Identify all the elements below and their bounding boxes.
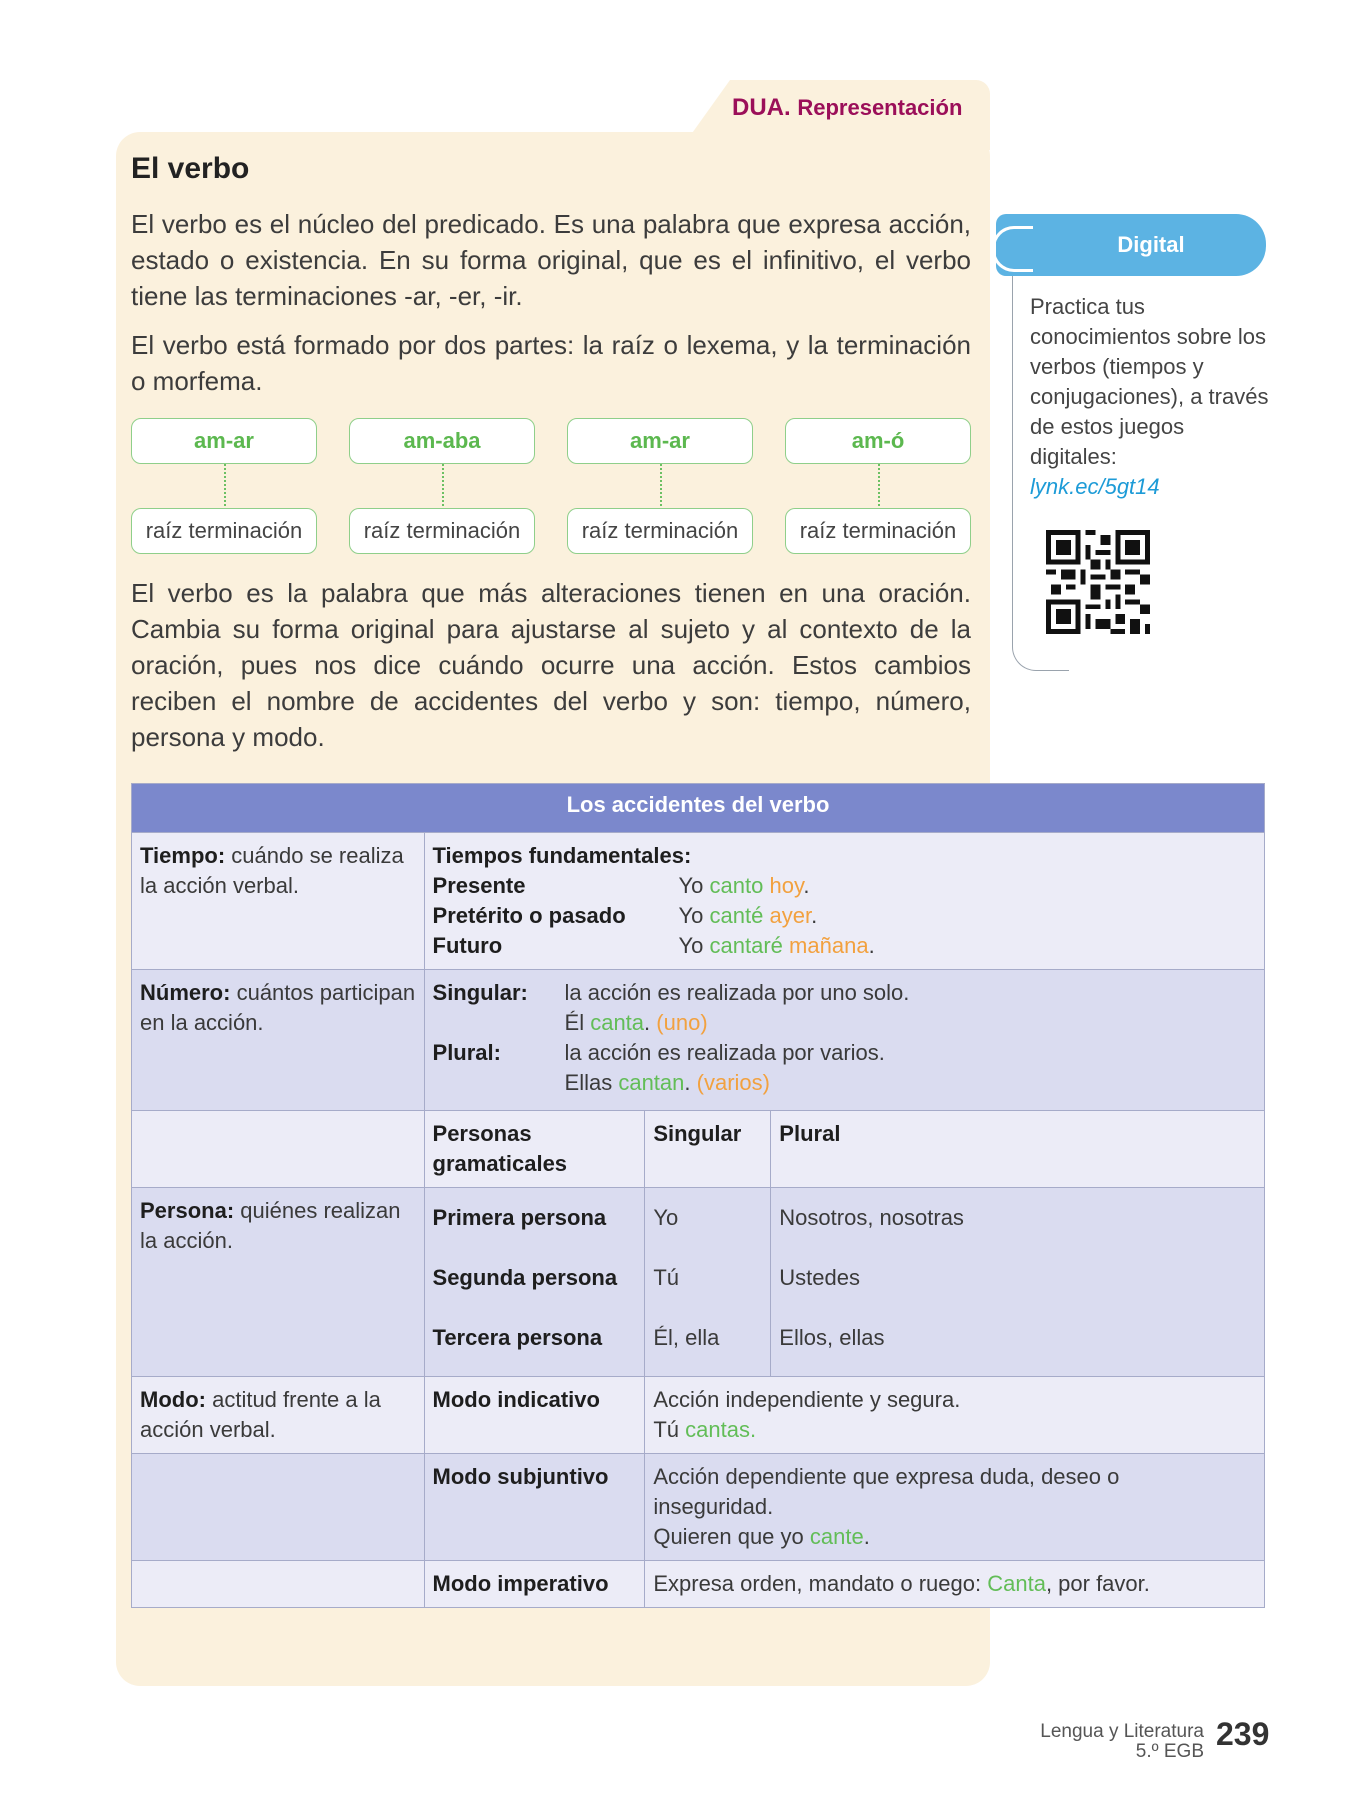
singular-example: [565, 1008, 910, 1038]
word-box-3: am-ar: [567, 418, 753, 464]
numero-desc: cuántos participan en la acción.: [140, 980, 416, 1035]
numero-row: [433, 1038, 910, 1068]
modo-indicativo-name: Modo indicativo: [424, 1377, 645, 1454]
persona-plural-cell: [771, 1188, 1265, 1377]
persona-plural: Ustedes: [779, 1265, 861, 1290]
plural-label: Plural:: [432, 1040, 501, 1065]
tiempo-example: [679, 931, 875, 961]
modo-indicativo-cell: [645, 1377, 1265, 1454]
tiempo-heading: Tiempos fundamentales:: [432, 843, 692, 868]
word-box-4: am-ó: [785, 418, 971, 464]
example-verb: Canta: [987, 1571, 1046, 1596]
example-dot: .: [684, 1070, 691, 1095]
empty-cell: [132, 1561, 425, 1608]
persona-name: Segunda persona: [432, 1265, 618, 1290]
numero-content-cell: [424, 970, 1264, 1111]
dotted-connector: [878, 464, 880, 506]
tiempo-label: Tiempo:: [140, 843, 226, 868]
example-time: hoy: [769, 873, 804, 898]
tiempo-content-cell: [424, 833, 1264, 970]
persona-name: Tercera persona: [432, 1325, 603, 1350]
tiempo-row: [433, 871, 875, 901]
persona-singular: Él, ella: [653, 1325, 720, 1350]
modo-indicativo-text: Acción independiente y segura.: [653, 1387, 961, 1412]
numero-label-cell: [132, 970, 425, 1111]
accidents-table: [131, 783, 1265, 1608]
modo-subjuntivo-cell: [645, 1454, 1265, 1561]
paragraph-definition: El verbo es el núcleo del predicado. Es una palabra que expresa acción, estado o existencia. En su forma original, que es el infinitivo, el verbo tiene las terminaciones -ar, -er, -ir.: [131, 209, 971, 311]
example-dot: .: [644, 1010, 651, 1035]
numero-label: Número:: [140, 980, 231, 1005]
paragraph-accidents: El verbo es la palabra que más alteraciones tienen en una oración. Cambia su forma original para ajustarse al sujeto y al contexto de la oración, pues nos dice cuándo ocurre una acción. Estos cambios reciben el nombre de accidentes del verbo y son: tiempo, número, persona y modo.: [131, 578, 971, 752]
modo-subjuntivo-text: Acción dependiente que expresa duda, deseo o inseguridad.: [653, 1464, 1120, 1519]
modo-desc: actitud frente a la acción verbal.: [140, 1387, 381, 1442]
table-row-modo-subjuntivo: [132, 1454, 1265, 1561]
persona-singular-cell: [645, 1188, 771, 1377]
digital-text: Practica tus conocimientos sobre los verbos (tiempos y conjugaciones), a través de estos juegos digitales:: [1030, 294, 1269, 469]
paragraph-parts: El verbo está formado por dos partes: la raíz o lexema, y la terminación o morfema.: [131, 330, 971, 396]
section-title: El verbo: [131, 152, 250, 185]
plural-example: [565, 1068, 910, 1098]
modo-imperativo-cell: [645, 1561, 1265, 1608]
persona-plural: Ellos, ellas: [779, 1325, 885, 1350]
page-number: 239: [1216, 1716, 1270, 1752]
part-box-1: raíz terminación: [131, 508, 317, 554]
table-row-tiempo: [132, 833, 1265, 970]
example-dot: .: [863, 1524, 870, 1549]
modo-subjuntivo-name: Modo subjuntivo: [424, 1454, 645, 1561]
tiempo-name: Pretérito o pasado: [432, 903, 626, 928]
persona-header-singular: Singular: [645, 1111, 771, 1188]
table-row-persona-header: [132, 1111, 1265, 1188]
example-verb: canté: [709, 903, 764, 928]
example-subject: Él: [564, 1010, 585, 1035]
qr-code-icon[interactable]: [1046, 530, 1150, 634]
digital-tab-label: Digital: [1117, 232, 1185, 257]
numero-example-row: [433, 1068, 910, 1098]
example-verb: canta: [590, 1010, 645, 1035]
tiempo-row: [433, 901, 875, 931]
singular-text: la acción es realizada por uno solo.: [564, 980, 910, 1005]
example-verb: cantas.: [685, 1417, 757, 1442]
example-time: mañana: [789, 933, 869, 958]
empty-cell: [132, 1454, 425, 1561]
tiempo-list: [433, 871, 875, 961]
empty-cell: [132, 1111, 425, 1188]
numero-list: [433, 978, 910, 1098]
example-dot: .: [803, 873, 810, 898]
digital-curl-icon: [992, 226, 1033, 272]
example-subject: Yo: [678, 933, 704, 958]
digital-text-block: [1030, 292, 1270, 502]
example-verb: cante: [809, 1524, 864, 1549]
plural-text: la acción es realizada por varios.: [564, 1040, 885, 1065]
table-row-modo-imperativo: [132, 1561, 1265, 1608]
part-box-4: raíz terminación: [785, 508, 971, 554]
persona-label-cell: [132, 1188, 425, 1377]
modo-subjuntivo-example: [653, 1522, 1256, 1552]
singular-label: Singular:: [432, 980, 528, 1005]
dua-label: [732, 94, 962, 122]
persona-singular: Yo: [653, 1205, 679, 1230]
tiempo-name: Futuro: [432, 933, 503, 958]
tiempo-example: [679, 901, 875, 931]
example-subject: Yo: [678, 873, 704, 898]
table-row-modo-indicativo: [132, 1377, 1265, 1454]
tiempo-label-cell: [132, 833, 425, 970]
footer-subject: Lengua y Literatura: [1040, 1721, 1204, 1742]
persona-singular: Tú: [653, 1265, 680, 1290]
persona-desc: quiénes realizan la acción.: [140, 1198, 401, 1253]
example-subject: Yo: [678, 903, 704, 928]
word-box-1: am-ar: [131, 418, 317, 464]
persona-plural: Nosotros, nosotras: [779, 1205, 964, 1230]
digital-link[interactable]: lynk.ec/5gt14: [1030, 474, 1160, 499]
word-box-2: am-aba: [349, 418, 535, 464]
modo-label: Modo:: [140, 1387, 206, 1412]
modo-imperativo-name: Modo imperativo: [424, 1561, 645, 1608]
digital-tab: [996, 214, 1266, 276]
example-time: ayer: [769, 903, 812, 928]
tiempo-row: [433, 931, 875, 961]
example-verb: cantaré: [709, 933, 783, 958]
persona-header-plural: Plural: [771, 1111, 1265, 1188]
persona-label: Persona:: [140, 1198, 235, 1223]
example-dot: .: [811, 903, 818, 928]
tiempo-desc: cuándo se realiza la acción verbal.: [140, 843, 404, 898]
example-verb: canto: [709, 873, 764, 898]
dotted-connector: [442, 464, 444, 506]
footer-subject-block: [1010, 1722, 1204, 1762]
footer-grade: 5.º EGB: [1135, 1741, 1204, 1762]
example-subject: Tú: [653, 1417, 680, 1442]
example-subject: Ellas: [564, 1070, 613, 1095]
modo-imperativo-text: Expresa orden, mandato o ruego:: [653, 1571, 982, 1596]
numero-example-row: [433, 1008, 910, 1038]
table-row-persona: [132, 1188, 1265, 1377]
example-verb: cantan: [618, 1070, 685, 1095]
persona-header-personas: Personas gramaticales: [424, 1111, 645, 1188]
modo-label-cell: [132, 1377, 425, 1454]
persona-name: Primera persona: [432, 1205, 607, 1230]
dotted-connector: [224, 464, 226, 506]
table-title: Los accidentes del verbo: [132, 784, 1265, 833]
table-row-numero: [132, 970, 1265, 1111]
tiempo-example: [679, 871, 875, 901]
modo-indicativo-example: [653, 1415, 1256, 1445]
part-box-3: raíz terminación: [567, 508, 753, 554]
example-note: (varios): [696, 1070, 770, 1095]
example-note: (uno): [656, 1010, 708, 1035]
numero-row: [433, 978, 910, 1008]
example-subject: Quieren que yo: [653, 1524, 804, 1549]
part-box-2: raíz terminación: [349, 508, 535, 554]
dua-label-main: DUA.: [732, 94, 791, 121]
persona-names-cell: [424, 1188, 645, 1377]
dotted-connector: [660, 464, 662, 506]
example-dot: .: [868, 933, 875, 958]
tiempo-name: Presente: [432, 873, 526, 898]
dua-label-rest: Representación: [797, 95, 963, 120]
example-end: , por favor.: [1045, 1571, 1150, 1596]
